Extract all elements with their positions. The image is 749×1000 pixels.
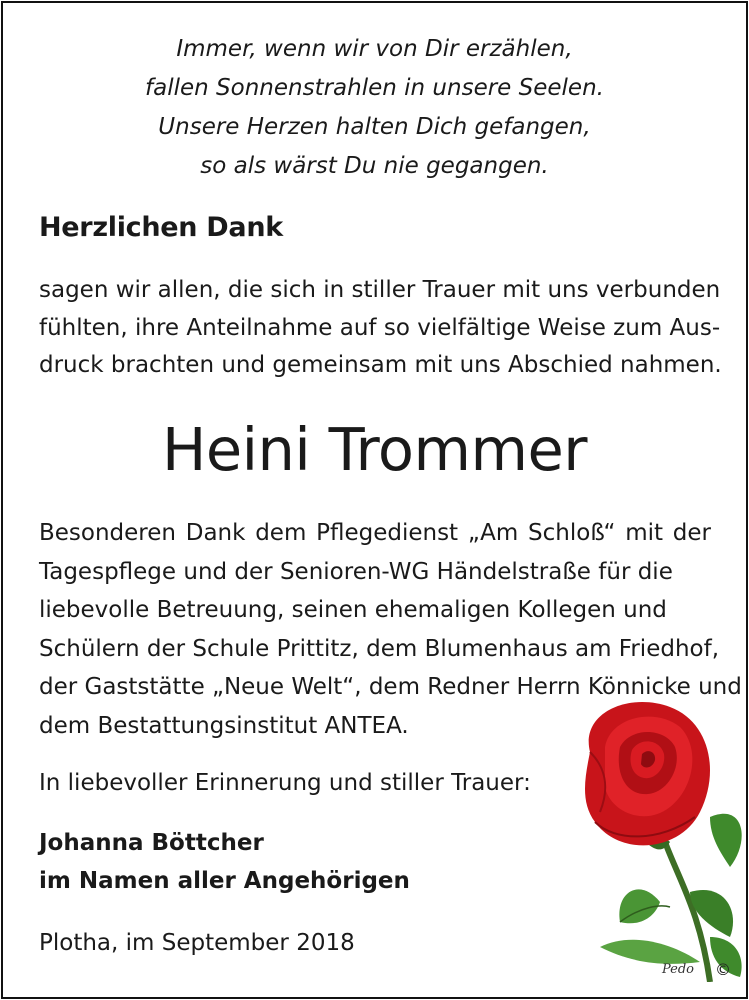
artist-signature: Pedo	[662, 962, 695, 977]
signer-name: Johanna Böttcher	[39, 830, 264, 856]
closing-line: In liebevoller Erinnerung und stiller Trauer:	[39, 770, 531, 796]
special-thanks-line: liebevolle Betreuung, seinen ehemaligen Kollegen und	[39, 597, 667, 624]
signers	[39, 824, 410, 900]
special-thanks-line: der Gaststätte „Neue Welt“, dem Redner Herrn Könnicke und	[39, 674, 742, 701]
thanks-heading: Herzlichen Dank	[39, 212, 283, 243]
rose-image	[560, 692, 746, 982]
thanks-line: fühlten, ihre Anteilnahme auf so vielfältige Weise zum Aus-	[39, 314, 721, 341]
deceased-name: Heini Trommer	[161, 415, 588, 484]
special-thanks-line: Besonderen Dank dem Pflegedienst „Am Schloß“ mit der	[39, 520, 711, 546]
special-thanks-line: Tagespflege und der Senioren-WG Händelstraße für die	[39, 558, 673, 585]
poem-line: fallen Sonnenstrahlen in unsere Seelen.	[145, 75, 604, 101]
thanks-line: druck brachten und gemeinsam mit uns Abschied nahmen.	[39, 352, 722, 378]
special-thanks-line: Schülern der Schule Prittitz, dem Blumenhaus am Friedhof,	[39, 635, 720, 662]
copyright-mark: ©	[715, 960, 731, 979]
poem-line: so als wärst Du nie gegangen.	[200, 153, 549, 179]
thanks-paragraph	[39, 272, 722, 385]
signer-note: im Namen aller Angehörigen	[39, 868, 410, 894]
thanks-line: sagen wir allen, die sich in stiller Trauer mit uns verbunden	[39, 277, 721, 303]
poem-line: Immer, wenn wir von Dir erzählen,	[176, 36, 573, 62]
poem	[0, 30, 749, 186]
poem-line: Unsere Herzen halten Dich gefangen,	[158, 114, 591, 140]
place-date: Plotha, im September 2018	[39, 930, 355, 956]
special-thanks-line: dem Bestattungsinstitut ANTEA.	[39, 712, 409, 739]
